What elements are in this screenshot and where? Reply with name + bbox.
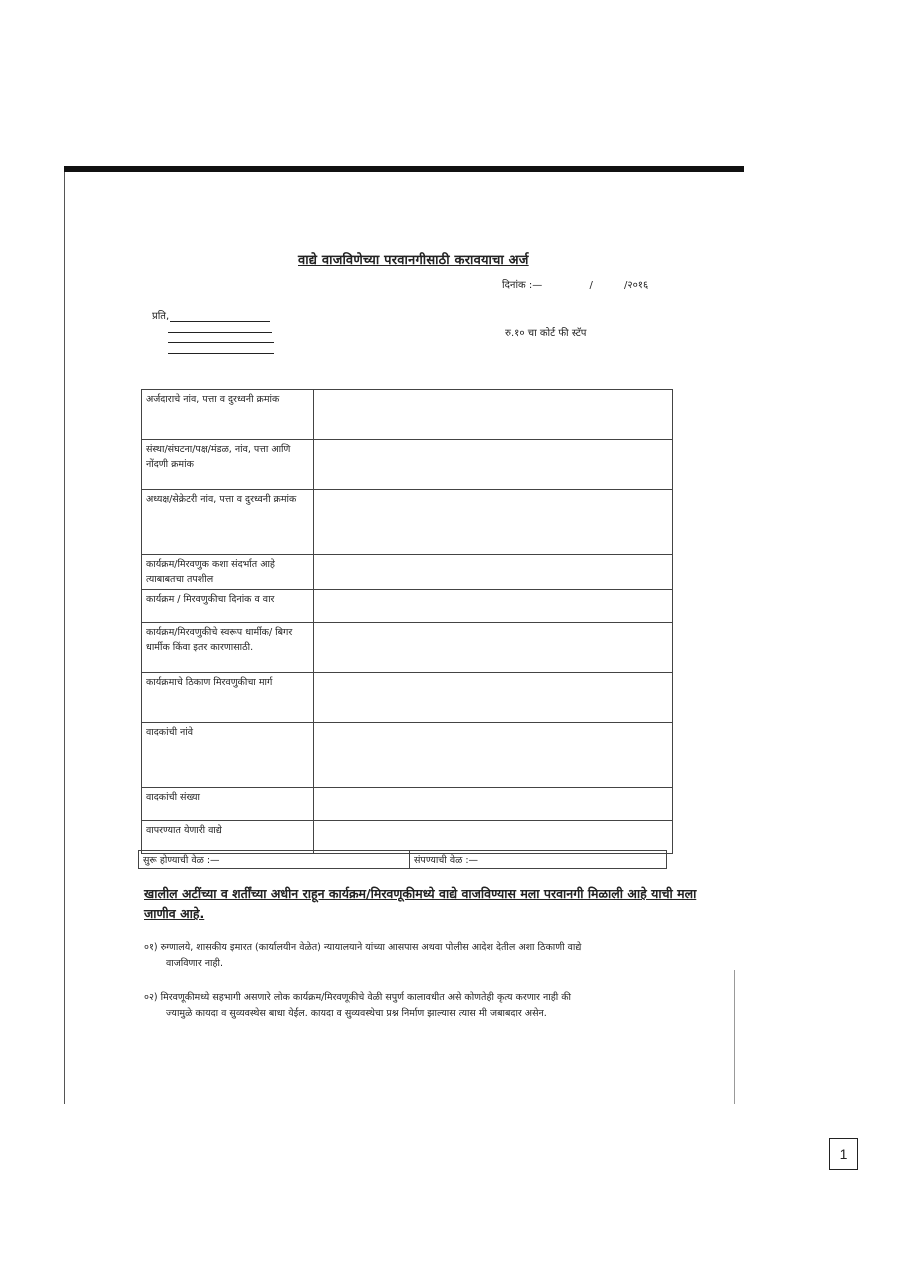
row-value-president[interactable] <box>314 490 673 555</box>
row-value-applicant[interactable] <box>314 390 673 440</box>
row-label-event-nature: कार्यक्रम/मिरवणुकीचे स्वरूप धार्मीक/ बिगर धार्मीक किंवा इतर कारणासाठी. <box>142 623 314 673</box>
row-value-venue-route[interactable] <box>314 673 673 723</box>
table-row <box>142 723 673 788</box>
row-label-event-details: कार्यक्रम/मिरवणुक कशा संदर्भात आहे त्याबाबतचा तपशील <box>142 555 314 590</box>
court-fee-stamp-note: रु.१० चा कोर्ट फी स्टॅप <box>505 328 587 339</box>
date-separator: / <box>589 280 593 291</box>
date-year: /२०१६ <box>624 280 649 291</box>
start-time-cell[interactable]: सुरू होण्याची वेळ :— <box>139 851 410 869</box>
conditions-heading: खालील अटींच्या व शर्तींच्या अधीन राहून कार्यक्रम/मिरवणूकीमध्ये वाद्ये वाजविण्यास मला परवानगी मिळाली आहे याची मला जाणीव आहे. <box>144 886 697 921</box>
row-label-instruments: वापरण्यात येणारी वाद्ये <box>142 821 314 854</box>
end-time-cell[interactable]: संपण्याची वेळ :— <box>410 851 667 869</box>
row-value-musician-names[interactable] <box>314 723 673 788</box>
to-label: प्रति, <box>152 311 170 322</box>
address-line-3 <box>168 342 274 343</box>
row-label-president: अध्यक्ष/सेक्रेटरी नांव, पत्ता व दुरध्वनी क्रमांक <box>142 490 314 555</box>
form-title: वाद्ये वाजविणेच्या परवानगीसाठी करावयाचा अर्ज <box>298 253 529 268</box>
clause-1 <box>144 940 684 972</box>
row-label-venue-route: कार्यक्रमाचे ठिकाण मिरवणुकीचा मार्ग <box>142 673 314 723</box>
date-line <box>502 277 648 291</box>
row-label-musician-count: वादकांची संख्या <box>142 788 314 821</box>
application-details-table <box>141 389 673 854</box>
row-value-event-details[interactable] <box>314 555 673 590</box>
row-value-event-date[interactable] <box>314 590 673 623</box>
row-value-organization[interactable] <box>314 440 673 490</box>
table-row <box>142 590 673 623</box>
row-label-event-date: कार्यक्रम / मिरवणुकीचा दिनांक व वार <box>142 590 314 623</box>
table-row <box>142 555 673 590</box>
row-label-organization: संस्था/संघटना/पक्ष/मंडळ, नांव, पत्ता आणि नोंदणी क्रमांक <box>142 440 314 490</box>
address-line-4 <box>168 353 274 354</box>
clause-2 <box>144 990 684 1022</box>
address-line-2 <box>168 332 272 333</box>
time-table <box>138 850 667 869</box>
table-row <box>142 390 673 440</box>
clause-number: ०२) <box>144 992 158 1003</box>
row-value-instruments[interactable] <box>314 821 673 854</box>
table-row <box>142 440 673 490</box>
clause-number: ०१) <box>144 942 158 953</box>
right-scan-edge <box>734 970 735 1104</box>
address-line-1 <box>170 321 270 322</box>
page-number: 1 <box>829 1138 858 1170</box>
left-scan-edge <box>64 172 65 1104</box>
date-label: दिनांक :— <box>502 280 543 291</box>
clause-text-line1: मिरवणूकीमध्ये सहभागी असणारे लोक कार्यक्रम/मिरवणूकीचे वेळी सपुर्ण कालावधीत असे कोणतेही कृत्य करणार नाही की <box>160 992 571 1003</box>
table-row <box>142 788 673 821</box>
table-row <box>142 490 673 555</box>
clause-text-line1: रुग्णालये, शासकीय इमारत (कार्यालयीन वेळेत) न्यायालयाने यांच्या आसपास अथवा पोलीस आदेश देतील अशा ठिकाणी वाद्ये <box>160 942 582 953</box>
table-row <box>142 673 673 723</box>
row-label-applicant: अर्जदाराचे नांव, पत्ता व दुरध्वनी क्रमांक <box>142 390 314 440</box>
table-row <box>139 851 667 869</box>
top-border-bar <box>64 166 744 172</box>
clause-text-line2: ज्यामुळे कायदा व सुव्यवस्थेस बाधा येईल. कायदा व सुव्यवस्थेचा प्रश्न निर्माण झाल्यास त्यास मी जबाबदार असेन. <box>166 1008 547 1019</box>
table-row <box>142 821 673 854</box>
table-row <box>142 623 673 673</box>
clause-text-line2: वाजविणार नाही. <box>166 958 224 969</box>
row-value-musician-count[interactable] <box>314 788 673 821</box>
row-value-event-nature[interactable] <box>314 623 673 673</box>
row-label-musician-names: वादकांची नांवे <box>142 723 314 788</box>
